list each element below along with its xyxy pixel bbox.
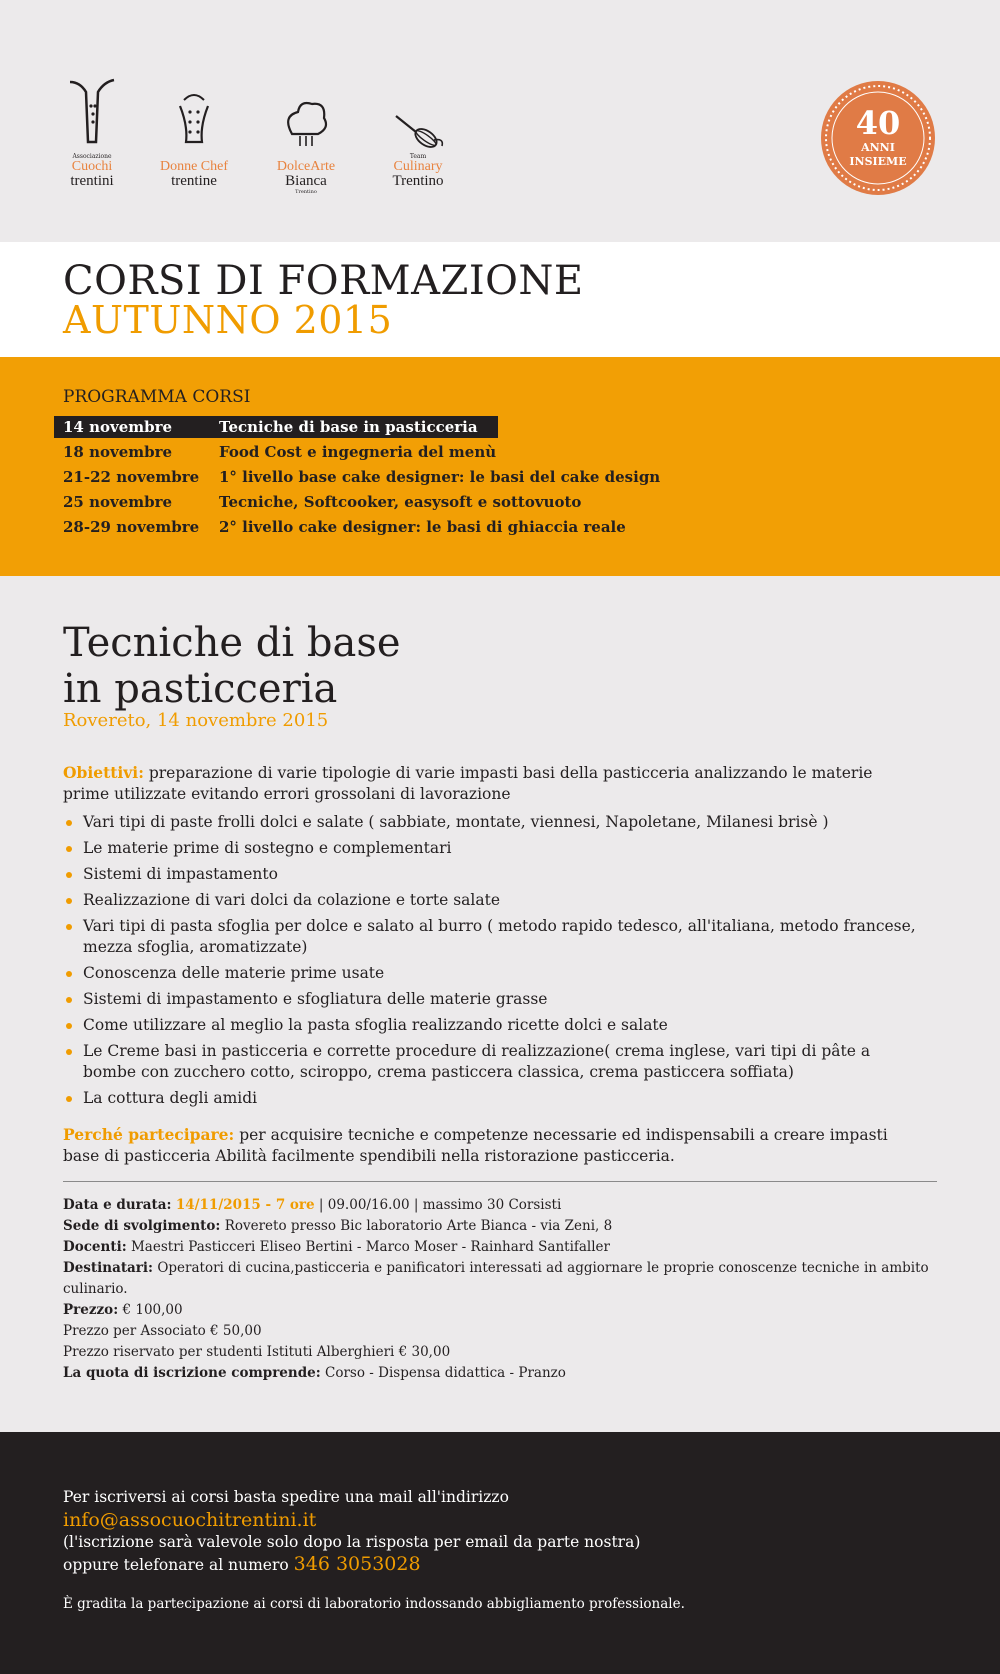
course-details	[63, 1195, 933, 1384]
bullet-icon	[66, 846, 72, 852]
program-date: 21-22 novembre	[63, 468, 200, 486]
logo-donne-chef	[158, 76, 230, 194]
detail-teachers: Docenti: Maestri Pasticceri Eliseo Bertini - Marco Moser - Rainhard Santifaller	[63, 1239, 611, 1255]
anniversary-badge	[820, 80, 936, 196]
badge-line2: INSIEME	[849, 155, 907, 168]
logo-small-text: Team	[409, 153, 427, 160]
bullet-icon	[66, 997, 72, 1003]
footer-line1: Per iscriversi ai corsi basta spedire una mail all'indirizzo	[63, 1488, 509, 1506]
course-location-date: Rovereto, 14 novembre 2015	[63, 710, 329, 731]
program-date: 14 novembre	[63, 418, 173, 436]
list-item: Conoscenza delle materie prime usate	[63, 963, 923, 984]
bullet-icon	[66, 820, 72, 826]
list-item: Sistemi di impastamento e sfogliatura delle materie grasse	[63, 989, 923, 1010]
course-title-line1: Tecniche di base	[63, 620, 401, 666]
logo-orange-text: Culinary	[393, 159, 443, 174]
program-course: 1° livello base cake designer: le basi del cake design	[219, 468, 661, 486]
list-item: Le Creme basi in pasticceria e corrette procedure di realizzazione( crema inglese, vari tipi di pâte a bombe con zucchero cotto, sciroppo, crema pasticcera classica, crema pasticcera soffiata)	[63, 1041, 923, 1083]
email-link[interactable]: info@assocuochitrentini.it	[63, 1509, 317, 1531]
list-item: Vari tipi di paste frolli dolci e salate ( sabbiate, montate, viennesi, Napoletane, Milanesi brisè )	[63, 812, 923, 833]
bullet-icon	[66, 872, 72, 878]
bullet-icon	[66, 924, 72, 930]
logo-cuochi-trentini	[56, 76, 128, 194]
bullet-icon	[66, 1049, 72, 1055]
detail-target: Destinatari: Operatori di cucina,pasticceria e panificatori interessati ad aggiornare le proprie conoscenze tecniche in ambito culinario.	[63, 1260, 929, 1297]
date-value: 14/11/2015 - 7 ore	[175, 1197, 315, 1213]
list-item: Realizzazione di vari dolci da colazione e torte salate	[63, 890, 923, 911]
bullet-icon	[66, 1096, 72, 1102]
logo-tiny-text: Trentino	[295, 189, 317, 195]
detail-venue: Sede di svolgimento: Rovereto presso Bic laboratorio Arte Bianca - via Zeni, 8	[63, 1218, 613, 1234]
whisk-icon	[388, 76, 448, 154]
footer-line3: (l'iscrizione sarà valevole solo dopo la risposta per email da parte nostra)	[63, 1533, 641, 1551]
program-date: 28-29 novembre	[63, 518, 200, 536]
footer-line4: oppure telefonare al numero 346 3053028	[63, 1553, 421, 1575]
badge-number: 40	[855, 104, 901, 142]
list-item: La cottura degli amidi	[63, 1088, 923, 1109]
detail-date: Data e durata: 14/11/2015 - 7 ore | 09.00/16.00 | massimo 30 Corsisti	[63, 1197, 562, 1213]
course-detail	[0, 576, 1000, 1432]
program-course: Tecniche, Softcooker, easysoft e sottovuoto	[219, 493, 582, 511]
program-course: Tecniche di base in pasticceria	[219, 418, 478, 436]
badge-seal-icon	[820, 80, 936, 196]
logo-orange-text: Cuochi	[71, 159, 113, 174]
phone-link[interactable]: 346 3053028	[293, 1553, 421, 1575]
program-course: 2° livello cake designer: le basi di ghiaccia reale	[219, 518, 626, 536]
logo-black-text: trentine	[171, 173, 217, 189]
program-heading: PROGRAMMA CORSI	[63, 387, 251, 407]
chef-figure-icon	[62, 76, 122, 154]
course-title-line2: in pasticceria	[63, 666, 338, 712]
logo-black-text: Trentino	[392, 173, 444, 189]
program-course: Food Cost e ingegneria del menù	[219, 443, 497, 461]
bullet-icon	[66, 1023, 72, 1029]
title-band	[0, 242, 1000, 357]
detail-price-students: Prezzo riservato per studenti Istituti Alberghieri € 30,00	[63, 1344, 451, 1360]
logo-black-text: trentini	[70, 173, 114, 189]
woman-chef-figure-icon	[164, 76, 224, 154]
list-item: Le materie prime di sostegno e complementari	[63, 838, 923, 859]
logo-dolcearte-bianca	[270, 76, 342, 194]
program-section	[0, 357, 1000, 576]
bullet-icon	[66, 898, 72, 904]
footer-note: È gradita la partecipazione ai corsi di laboratorio indossando abbigliamento professionale.	[63, 1596, 685, 1612]
header	[0, 0, 1000, 242]
list-item: Come utilizzare al meglio la pasta sfoglia realizzando ricette dolci e salate	[63, 1015, 923, 1036]
objectives-list	[63, 812, 923, 1114]
detail-price: Prezzo: € 100,00	[63, 1302, 183, 1318]
program-date: 18 novembre	[63, 443, 173, 461]
why-text: per acquisire tecniche e competenze necessarie ed indispensabili a creare impasti base di pasticceria Abilità facilmente spendibili nella ristorazione pasticceria.	[63, 1126, 888, 1165]
bullet-icon	[66, 971, 72, 977]
page-title: CORSI DI FORMAZIONE	[63, 258, 584, 304]
detail-includes: La quota di iscrizione comprende: Corso - Dispensa didattica - Pranzo	[63, 1365, 566, 1381]
list-item: Sistemi di impastamento	[63, 864, 923, 885]
objectives-paragraph	[63, 762, 923, 805]
logo-team-culinary-trentino	[382, 76, 454, 194]
program-date: 25 novembre	[63, 493, 173, 511]
objectives-text: preparazione di varie tipologie di varie impasti basi della pasticceria analizzando le materie prime utilizzate evitando errori grossolani di lavorazione	[63, 764, 873, 803]
logo-black-text: Bianca	[285, 173, 327, 189]
list-item: Vari tipi di pasta sfoglia per dolce e salato al burro ( metodo rapido tedesco, all'italiana, metodo francese, mezza sfoglia, aromatizzate)	[63, 916, 923, 958]
chef-hat-icon	[276, 76, 336, 154]
divider	[63, 1181, 937, 1182]
logo-small-text: Associazione	[72, 153, 112, 160]
logo-orange-text: Donne Chef	[159, 159, 229, 174]
footer	[0, 1432, 1000, 1674]
objectives-label: Obiettivi:	[63, 763, 144, 782]
page-subtitle: AUTUNNO 2015	[63, 298, 393, 342]
course-title	[63, 620, 663, 712]
why-participate-paragraph	[63, 1124, 923, 1167]
logo-orange-text: DolceArte	[276, 159, 336, 174]
why-label: Perché partecipare:	[63, 1125, 235, 1144]
badge-line1: ANNI	[861, 141, 895, 154]
detail-price-member: Prezzo per Associato € 50,00	[63, 1323, 262, 1339]
